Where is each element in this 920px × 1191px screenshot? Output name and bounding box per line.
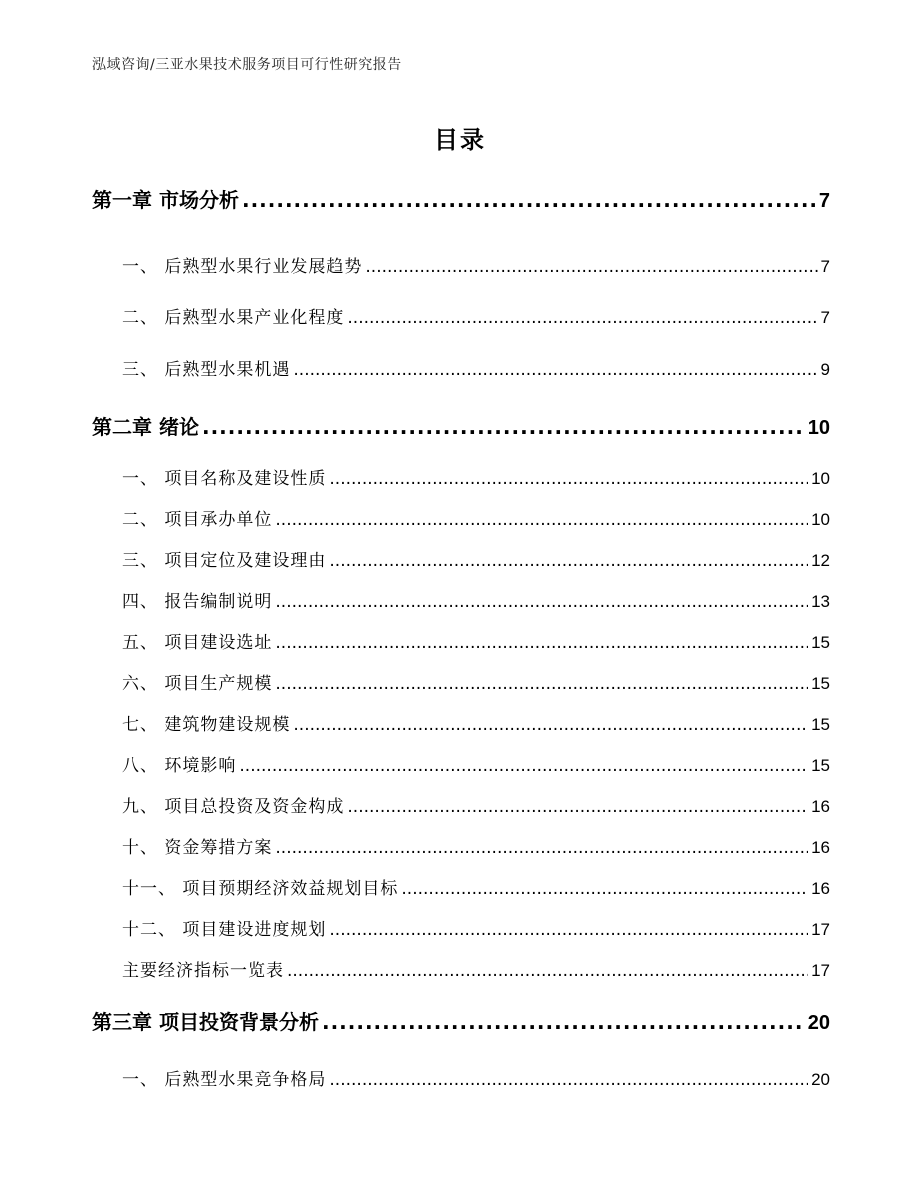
toc-section-2-10[interactable] — [122, 833, 830, 858]
toc-section-3-1[interactable] — [122, 1065, 830, 1090]
toc-section-2-1[interactable] — [122, 464, 830, 489]
toc-section-2-4[interactable] — [122, 587, 830, 612]
toc-dot-leader — [287, 961, 808, 981]
toc-page-number: 20 — [811, 1070, 830, 1089]
toc-page-number: 20 — [807, 1012, 830, 1034]
toc-dot-leader — [329, 1070, 808, 1090]
toc-dot-leader — [322, 1010, 805, 1034]
toc-dot-leader — [275, 838, 808, 858]
toc-chapter-1[interactable] — [92, 184, 830, 213]
toc-page-number: 16 — [811, 879, 830, 898]
toc-dot-leader — [329, 469, 808, 489]
toc-page-number: 15 — [811, 715, 830, 734]
toc-dot-leader — [275, 674, 808, 694]
toc-section-2-8[interactable] — [122, 751, 830, 776]
toc-entry-label: 第一章 市场分析 — [92, 188, 239, 212]
toc-page-number: 10 — [811, 510, 830, 529]
toc-page-number: 7 — [820, 257, 830, 276]
toc-entry-label: 十二、 项目建设进度规划 — [122, 920, 327, 940]
toc-section-2-5[interactable] — [122, 628, 830, 653]
toc-page-number: 13 — [811, 592, 830, 611]
toc-dot-leader — [347, 308, 817, 328]
toc-entry-label: 七、 建筑物建设规模 — [122, 715, 291, 735]
toc-dot-leader — [347, 797, 808, 817]
page-header: 泓域咨询/三亚水果技术服务项目可行性研究报告 — [92, 57, 402, 73]
toc-entry-label: 第二章 绪论 — [92, 415, 199, 439]
toc-dot-leader — [293, 360, 817, 380]
toc-section-2-3[interactable] — [122, 546, 830, 571]
toc-page-number: 16 — [811, 797, 830, 816]
toc-entry-label: 三、 后熟型水果机遇 — [122, 360, 291, 380]
toc-dot-leader — [275, 510, 808, 530]
toc-page-number: 7 — [820, 308, 830, 327]
toc-section-1-3[interactable] — [122, 355, 830, 380]
toc-page-number: 15 — [811, 633, 830, 652]
toc-entry-label: 十一、 项目预期经济效益规划目标 — [122, 879, 399, 899]
toc-entry-label: 五、 项目建设选址 — [122, 633, 273, 653]
toc-entry-label: 九、 项目总投资及资金构成 — [122, 797, 345, 817]
page-title: 目录 — [434, 126, 486, 154]
toc-entry-label: 二、 项目承办单位 — [122, 510, 273, 530]
toc-entry-label: 主要经济指标一览表 — [122, 961, 284, 981]
toc-entry-label: 六、 项目生产规模 — [122, 674, 273, 694]
toc-entry-label: 十、 资金筹措方案 — [122, 838, 273, 858]
toc-dot-leader — [275, 633, 808, 653]
toc-page-number: 16 — [811, 838, 830, 857]
toc-dot-leader — [293, 715, 808, 735]
toc-page-number: 12 — [811, 551, 830, 570]
toc-section-2-2[interactable] — [122, 505, 830, 530]
toc-chapter-3[interactable] — [92, 1006, 830, 1035]
toc-entry-label: 八、 环境影响 — [122, 756, 237, 776]
toc-page-number: 10 — [811, 469, 830, 488]
toc-dot-leader — [239, 756, 808, 776]
toc-page-number: 7 — [818, 190, 830, 212]
toc-dot-leader — [329, 920, 808, 940]
toc-entry-label: 三、 项目定位及建设理由 — [122, 551, 327, 571]
toc-page-number: 10 — [807, 417, 830, 439]
toc-section-1-1[interactable] — [122, 252, 830, 277]
toc-dot-leader — [242, 188, 816, 212]
toc-page-number: 9 — [820, 360, 830, 379]
toc-entry-label: 一、 项目名称及建设性质 — [122, 469, 327, 489]
toc-page-number: 17 — [811, 961, 830, 980]
toc-dot-leader — [365, 257, 817, 277]
toc-dot-leader — [202, 415, 805, 439]
toc-page-number: 15 — [811, 674, 830, 693]
toc-entry-label: 一、 后熟型水果行业发展趋势 — [122, 257, 363, 277]
toc-section-2-13[interactable] — [122, 956, 830, 981]
toc-section-2-7[interactable] — [122, 710, 830, 735]
toc-dot-leader — [275, 592, 808, 612]
toc-entry-label: 一、 后熟型水果竞争格局 — [122, 1070, 327, 1090]
toc-entry-label: 二、 后熟型水果产业化程度 — [122, 308, 345, 328]
toc-section-2-6[interactable] — [122, 669, 830, 694]
toc-section-1-2[interactable] — [122, 303, 830, 328]
toc-dot-leader — [401, 879, 808, 899]
toc-section-2-9[interactable] — [122, 792, 830, 817]
toc-chapter-2[interactable] — [92, 411, 830, 440]
toc-page-number: 15 — [811, 756, 830, 775]
toc-dot-leader — [329, 551, 808, 571]
toc-entry-label: 四、 报告编制说明 — [122, 592, 273, 612]
toc-entry-label: 第三章 项目投资背景分析 — [92, 1010, 319, 1034]
toc-section-2-11[interactable] — [122, 874, 830, 899]
toc-page-number: 17 — [811, 920, 830, 939]
toc-section-2-12[interactable] — [122, 915, 830, 940]
